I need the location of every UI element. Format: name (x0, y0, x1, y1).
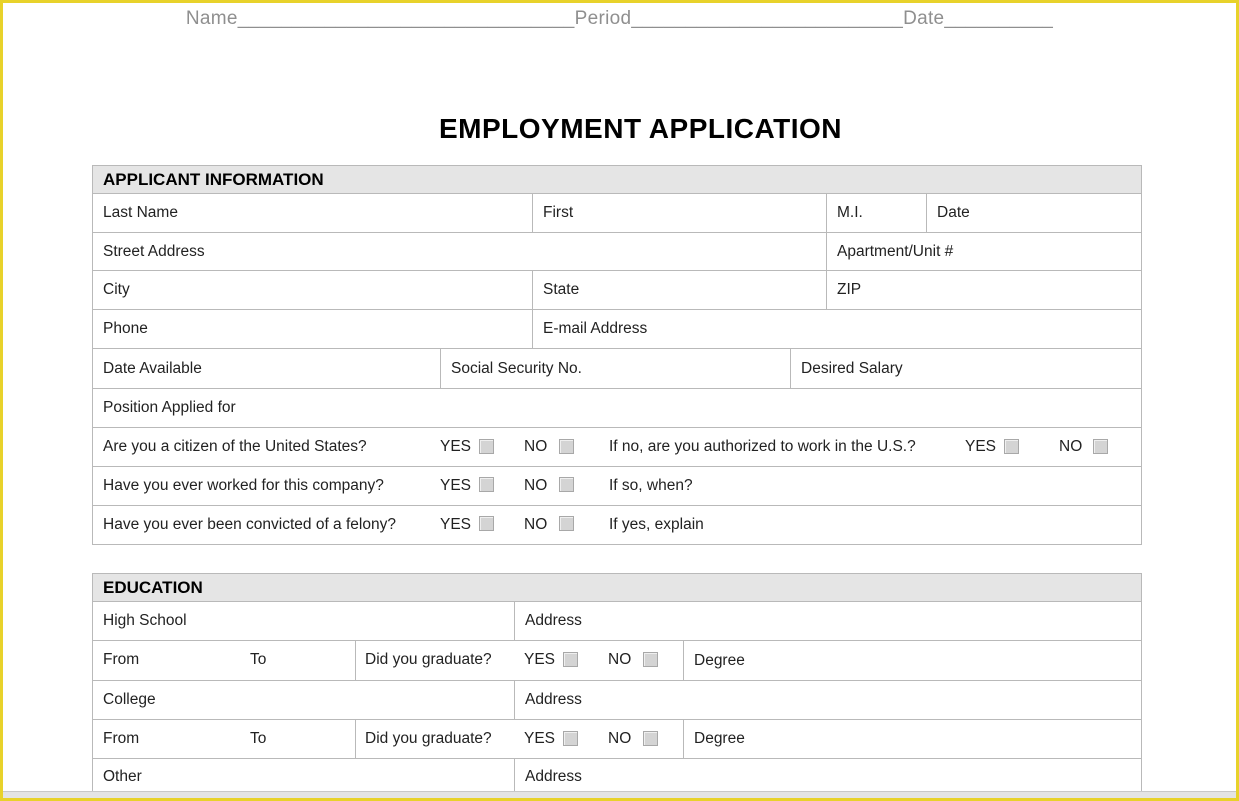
felony-no-label: NO (524, 516, 548, 533)
horizontal-scrollbar[interactable] (3, 791, 1236, 798)
high-school-address-field[interactable] (514, 601, 1142, 641)
desired-salary-label: Desired Salary (801, 359, 903, 377)
email-label: E-mail Address (543, 320, 648, 337)
college-address-label: Address (525, 691, 582, 708)
hs-degree-label: Degree (694, 651, 745, 669)
college-field[interactable] (92, 680, 515, 720)
date-field[interactable] (926, 193, 1142, 233)
apartment-field[interactable] (826, 232, 1142, 271)
street-address-label: Street Address (103, 242, 205, 260)
citizen-no-label: NO (524, 438, 548, 455)
desired-salary-field[interactable] (790, 348, 1142, 389)
college-to-label: To (250, 730, 267, 747)
college-from-label: From (103, 730, 140, 747)
middle-initial-field[interactable] (826, 193, 927, 233)
high-school-field[interactable] (92, 601, 515, 641)
worked-question: Have you ever worked for this company? (103, 477, 384, 494)
apartment-label: Apartment/Unit # (837, 242, 954, 260)
period-blank[interactable]: _________________________ (631, 8, 904, 29)
date-available-field[interactable] (92, 348, 441, 389)
street-address-field[interactable] (92, 232, 827, 271)
city-label: City (103, 281, 130, 298)
date-label: Date (903, 8, 945, 29)
felony-question: Have you ever been convicted of a felony? (103, 516, 396, 533)
last-name-field[interactable] (92, 193, 533, 233)
college-yes-checkbox[interactable] (563, 731, 578, 746)
phone-field[interactable] (92, 309, 533, 349)
position-field[interactable] (92, 388, 1142, 428)
college-no-checkbox[interactable] (643, 731, 658, 746)
hs-no-checkbox[interactable] (643, 652, 658, 667)
hs-no-label: NO (608, 651, 632, 668)
felony-yes-label: YES (440, 516, 472, 533)
first-name-label: First (543, 204, 574, 221)
citizen-question: Are you a citizen of the United States? (103, 438, 367, 455)
email-field[interactable] (532, 309, 1142, 349)
authorized-yes-checkbox[interactable] (1004, 439, 1019, 454)
other-label: Other (103, 768, 142, 785)
citizen-yes-label: YES (440, 438, 472, 455)
if-yes-explain-label[interactable]: If yes, explain (609, 516, 704, 533)
authorized-no-checkbox[interactable] (1093, 439, 1108, 454)
other-address-label: Address (525, 768, 582, 785)
date-blank[interactable]: __________ (944, 8, 1054, 29)
authorized-no-label: NO (1059, 438, 1083, 455)
felony-yes-checkbox[interactable] (479, 516, 494, 531)
if-so-when-label[interactable]: If so, when? (609, 477, 693, 494)
state-label: State (543, 281, 580, 298)
felony-no-checkbox[interactable] (559, 516, 574, 531)
last-name-label: Last Name (103, 204, 178, 221)
authorized-yes-label: YES (965, 438, 997, 455)
state-field[interactable] (532, 270, 827, 310)
hs-graduate-question: Did you graduate? (365, 651, 492, 668)
worked-no-label: NO (524, 477, 548, 494)
position-label: Position Applied for (103, 399, 236, 416)
phone-label: Phone (103, 320, 148, 337)
date-label: Date (937, 204, 970, 221)
hs-yes-checkbox[interactable] (563, 652, 578, 667)
hs-to-label: To (250, 651, 267, 668)
worked-yes-checkbox[interactable] (479, 477, 494, 492)
high-school-address-label: Address (525, 612, 582, 629)
college-no-label: NO (608, 730, 632, 747)
college-yes-label: YES (524, 730, 556, 747)
authorized-question: If no, are you authorized to work in the U.S.? (609, 438, 916, 455)
first-name-field[interactable] (532, 193, 827, 233)
hs-degree-field[interactable] (683, 640, 1142, 681)
college-graduate-question: Did you graduate? (365, 730, 492, 747)
worked-yes-label: YES (440, 477, 472, 494)
education-section-header: EDUCATION (92, 573, 1142, 602)
hs-from-label: From (103, 651, 140, 668)
name-blank[interactable]: _______________________________ (237, 8, 575, 29)
college-label: College (103, 691, 156, 708)
period-label: Period (574, 8, 632, 29)
student-header-line (0, 8, 1239, 30)
college-address-field[interactable] (514, 680, 1142, 720)
applicant-section-header: APPLICANT INFORMATION (92, 165, 1142, 194)
city-field[interactable] (92, 270, 533, 310)
worked-no-checkbox[interactable] (559, 477, 574, 492)
high-school-label: High School (103, 612, 187, 629)
document-title: EMPLOYMENT APPLICATION (439, 113, 842, 144)
citizen-yes-checkbox[interactable] (479, 439, 494, 454)
zip-label: ZIP (837, 281, 862, 298)
citizen-no-checkbox[interactable] (559, 439, 574, 454)
college-degree-label: Degree (694, 730, 745, 747)
date-available-label: Date Available (103, 359, 202, 377)
ssn-label: Social Security No. (451, 359, 582, 377)
zip-field[interactable] (826, 270, 1142, 310)
ssn-field[interactable] (440, 348, 791, 389)
hs-yes-label: YES (524, 651, 556, 668)
mi-label: M.I. (837, 204, 863, 221)
name-label: Name (185, 8, 238, 29)
college-degree-field[interactable] (683, 719, 1142, 759)
